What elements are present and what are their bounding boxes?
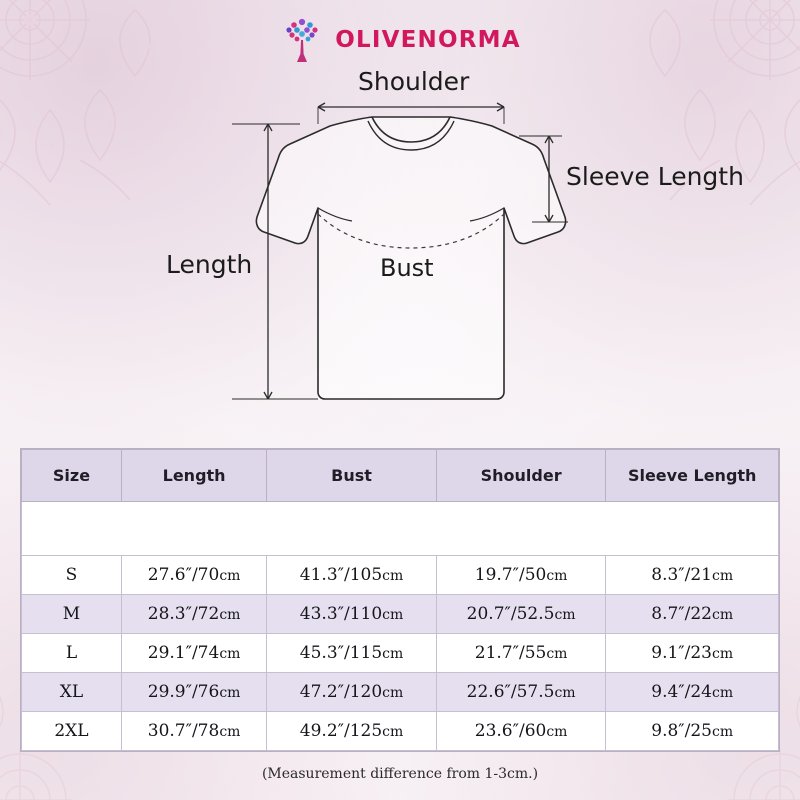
cell-shoulder-unit: cm [546,724,568,740]
cell-bust-value: 43.3″/110 [299,604,383,624]
label-length: Length [166,250,253,279]
cell-bust-value: 47.2″/120 [299,682,383,702]
column-header-size: Size [22,450,122,502]
label-shoulder: Shoulder [358,67,470,96]
cell-sleeve-unit: cm [712,685,734,701]
cell-sleeve-unit: cm [712,724,734,740]
cell-length-unit: cm [219,646,241,662]
cell-bust-value: 41.3″/105 [299,565,383,585]
cell-sleeve [606,556,779,595]
cell-size: XL [22,673,122,712]
cell-length-value: 29.1″/74 [147,643,220,663]
cell-length-unit: cm [219,685,241,701]
cell-shoulder-unit: cm [546,568,568,584]
cell-shoulder-value: 21.7″/55 [474,643,547,663]
label-sleeve-length: Sleeve Length [566,162,744,191]
cell-sleeve-value: 9.8″/25 [651,721,712,741]
cell-shoulder-unit: cm [554,685,576,701]
column-header-length: Length [121,450,266,502]
cell-length-value: 30.7″/78 [147,721,220,741]
cell-sleeve-unit: cm [712,646,734,662]
table-row [22,673,779,712]
cell-bust-unit: cm [382,685,404,701]
cell-length [121,673,266,712]
table-title: SIZE CHART [244,514,419,542]
cell-length-unit: cm [219,568,241,584]
cell-length-value: 29.9″/76 [147,682,220,702]
cell-size: L [22,634,122,673]
cell-length-unit: cm [219,607,241,623]
table-row [22,556,779,595]
cell-shoulder-unit: cm [546,646,568,662]
cell-bust [267,673,437,712]
tree-logo-icon [279,14,325,66]
size-chart-table [20,448,780,752]
cell-bust-unit: cm [382,607,404,623]
cell-bust-value: 49.2″/125 [299,721,383,741]
cell-length [121,595,266,634]
cell-shoulder-value: 19.7″/50 [474,565,547,585]
brand-logo [0,14,800,66]
table-row [22,634,779,673]
table-row [22,712,779,751]
cell-length [121,634,266,673]
cell-shoulder-value: 22.6″/57.5 [466,682,555,702]
cell-sleeve [606,634,779,673]
cell-sleeve [606,712,779,751]
cell-shoulder [436,673,606,712]
table-header-row [22,450,779,502]
cell-bust-unit: cm [382,646,404,662]
cell-length-value: 28.3″/72 [147,604,220,624]
cell-shoulder [436,595,606,634]
cell-shoulder-unit: cm [554,607,576,623]
measurement-footnote: (Measurement difference from 1-3cm.) [261,766,539,782]
cell-sleeve [606,673,779,712]
cell-size: 2XL [22,712,122,751]
cell-shoulder [436,712,606,751]
cell-sleeve-unit: cm [712,607,734,623]
tshirt-measurement-diagram [0,62,800,440]
cell-size: M [22,595,122,634]
cell-bust-value: 45.3″/115 [299,643,383,663]
cell-shoulder-value: 20.7″/52.5 [466,604,555,624]
cell-shoulder [436,556,606,595]
column-header-sleeve-length: Sleeve Length [606,450,779,502]
table-title-units: (INCHES/CM) [418,521,556,541]
tshirt-diagram-svg [0,62,800,440]
cell-length-value: 27.6″/70 [147,565,220,585]
cell-shoulder [436,634,606,673]
cell-length [121,556,266,595]
column-header-bust: Bust [267,450,437,502]
cell-sleeve-value: 8.7″/22 [651,604,712,624]
cell-bust [267,712,437,751]
cell-bust-unit: cm [382,568,404,584]
column-header-shoulder: Shoulder [436,450,606,502]
cell-bust [267,634,437,673]
brand-name: OLIVENORMA [335,27,521,53]
cell-shoulder-value: 23.6″/60 [474,721,547,741]
cell-size: S [22,556,122,595]
label-bust: Bust [380,254,434,282]
cell-sleeve-value: 9.1″/23 [651,643,712,663]
cell-bust [267,556,437,595]
table-title-row [22,502,779,556]
cell-sleeve-value: 9.4″/24 [651,682,712,702]
cell-bust-unit: cm [382,724,404,740]
table-row [22,595,779,634]
cell-length-unit: cm [219,724,241,740]
cell-sleeve-value: 8.3″/21 [651,565,712,585]
cell-sleeve [606,595,779,634]
cell-bust [267,595,437,634]
cell-length [121,712,266,751]
cell-sleeve-unit: cm [712,568,734,584]
